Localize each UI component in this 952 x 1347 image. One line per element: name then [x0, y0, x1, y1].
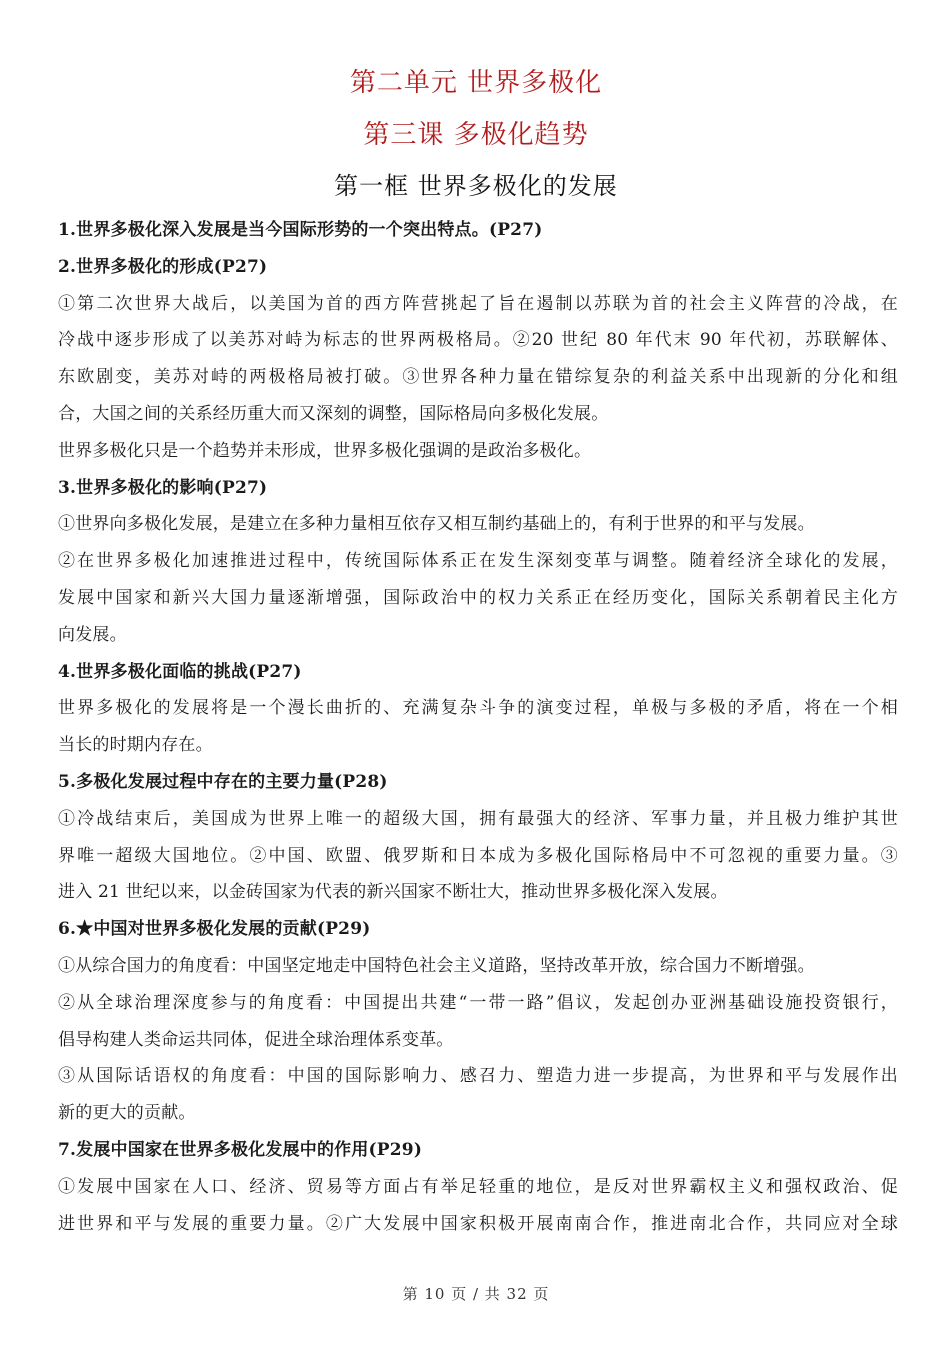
- paragraph-line: ③从国际话语权的角度看：中国的国际影响力、感召力、塑造力进一步提高，为世界和平与发展作出: [58, 1066, 898, 1087]
- section-heading: 3.世界多极化的影响(P27): [58, 477, 268, 498]
- section-heading: 7.发展中国家在世界多极化发展中的作用(P29): [58, 1139, 423, 1160]
- paragraph-line: 发展中国家和新兴大国力量逐渐增强，国际政治中的权力关系正在经历变化，国际关系朝着民主化方: [58, 587, 898, 608]
- paragraph-line: 向发展。: [58, 624, 127, 645]
- paragraph-line: 倡导构建人类命运共同体，促进全球治理体系变革。: [58, 1029, 454, 1050]
- paragraph-line: ①从综合国力的角度看：中国坚定地走中国特色社会主义道路，坚持改革开放，综合国力不断增强。: [58, 955, 815, 976]
- section-heading: 5.多极化发展过程中存在的主要力量(P28): [58, 771, 388, 792]
- frame-title: 第一框 世界多极化的发展: [334, 172, 618, 200]
- paragraph-line: 进世界和平与发展的重要力量。②广大发展中国家积极开展南南合作，推进南北合作，共同应对全球: [58, 1213, 898, 1234]
- paragraph-line: 进入 21 世纪以来，以金砖国家为代表的新兴国家不断壮大，推动世界多极化深入发展。: [58, 882, 728, 903]
- paragraph-line: 新的更大的贡献。: [58, 1103, 196, 1124]
- paragraph-line: ①发展中国家在人口、经济、贸易等方面占有举足轻重的地位，是反对世界霸权主义和强权政治、促: [58, 1176, 898, 1197]
- section-heading: 2.世界多极化的形成(P27): [58, 256, 268, 277]
- unit-title: 第二单元 世界多极化: [349, 68, 603, 98]
- paragraph-line: ②从全球治理深度参与的角度看：中国提出共建“一带一路”倡议，发起创办亚洲基础设施投资银行，: [58, 992, 898, 1013]
- page-number: 第 10 页 / 共 32 页: [402, 1285, 550, 1303]
- paragraph-line: ①世界向多极化发展，是建立在多种力量相互依存又相互制约基础上的，有利于世界的和平与发展。: [58, 514, 815, 535]
- section-heading: 1.世界多极化深入发展是当今国际形势的一个突出特点。(P27): [58, 220, 543, 240]
- document-body: [58, 212, 898, 1242]
- paragraph-line: 冷战中逐步形成了以美苏对峙为标志的世界两极格局。②20 世纪 80 年代末 90 年代初，苏联解体、: [58, 330, 898, 351]
- paragraph-line: 世界多极化只是一个趋势并未形成，世界多极化强调的是政治多极化。: [58, 440, 592, 461]
- paragraph-line: ①冷战结束后，美国成为世界上唯一的超级大国，拥有最强大的经济、军事力量，并且极力维护其世: [58, 808, 898, 829]
- paragraph-line: 合，大国之间的关系经历重大而又深刻的调整，国际格局向多极化发展。: [58, 403, 609, 424]
- paragraph-line: 当长的时期内存在。: [58, 735, 213, 756]
- section-heading: 6.★中国对世界多极化发展的贡献(P29): [58, 919, 371, 940]
- paragraph-line: ①第二次世界大战后，以美国为首的西方阵营挑起了旨在遏制以苏联为首的社会主义阵营的冷战，在: [58, 293, 898, 314]
- paragraph-line: 东欧剧变，美苏对峙的两极格局被打破。③世界各种力量在错综复杂的利益关系中出现新的分化和组: [58, 367, 898, 388]
- section-heading: 4.世界多极化面临的挑战(P27): [58, 661, 302, 682]
- paragraph-line: 世界多极化的发展将是一个漫长曲折的、充满复杂斗争的演变过程，单极与多极的矛盾，将在一个相: [58, 698, 898, 719]
- paragraph-line: 界唯一超级大国地位。②中国、欧盟、俄罗斯和日本成为多极化国际格局中不可忽视的重要力量。③: [58, 845, 898, 866]
- paragraph-line: ②在世界多极化加速推进过程中，传统国际体系正在发生深刻变革与调整。随着经济全球化的发展，: [58, 551, 898, 572]
- lesson-title: 第三课 多极化趋势: [363, 120, 589, 150]
